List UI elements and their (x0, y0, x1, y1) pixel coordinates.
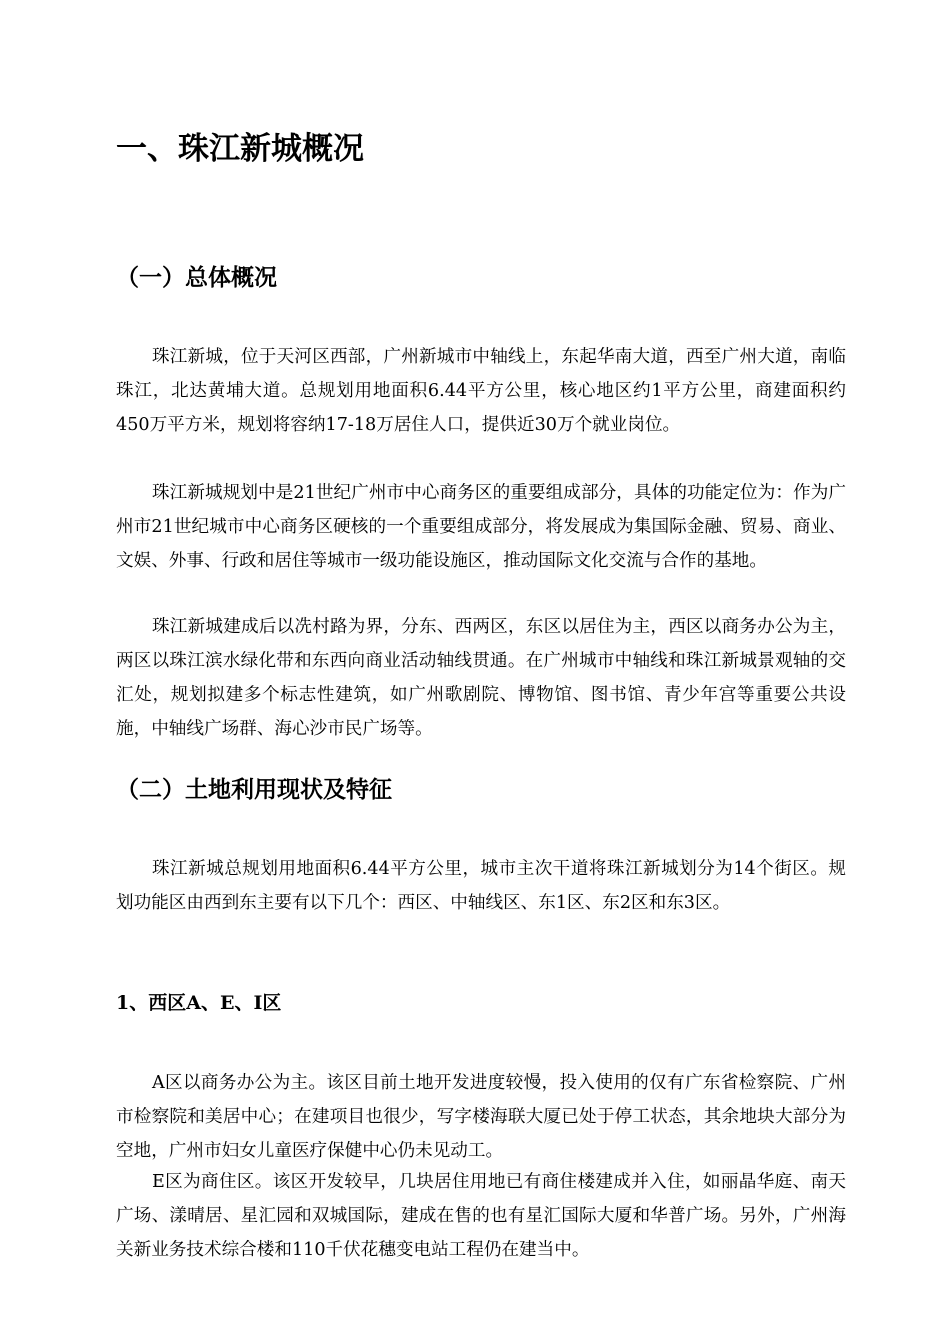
document-title: 一、珠江新城概况 (116, 131, 364, 167)
paragraph: 珠江新城，位于天河区西部，广州新城市中轴线上，东起华南大道，西至广州大道，南临珠江，北达黄埔大道。总规划用地面积6.44平方公里，核心地区约1平方公里，商建面积约450万平方米，规划将容纳17-18万居住人口，提供近30万个就业岗位。 (116, 347, 846, 435)
paragraph: A区以商务办公为主。该区目前土地开发进度较慢，投入使用的仅有广东省检察院、广州市检察院和美居中心；在建项目也很少，写字楼海联大厦已处于停工状态，其余地块大部分为空地，广州市妇女儿童医疗保健中心仍未见动工。 (116, 1073, 846, 1161)
paragraph: 珠江新城总规划用地面积6.44平方公里，城市主次干道将珠江新城划分为14个街区。规划功能区由西到东主要有以下几个：西区、中轴线区、东1区、东2区和东3区。 (116, 859, 846, 913)
section-heading-land-use: （二）土地利用现状及特征 (116, 777, 392, 803)
section-heading-overview: （一）总体概况 (116, 265, 277, 291)
paragraph: E区为商住区。该区开发较早，几块居住用地已有商住楼建成并入住，如丽晶华庭、南天广场、漾晴居、星汇园和双城国际，建成在售的也有星汇国际大厦和华普广场。另外，广州海关新业务技术综合楼和110千伏花穗变电站工程仍在建当中。 (116, 1172, 846, 1260)
subsection-heading-west-district: 1、西区A、E、I区 (116, 992, 282, 1014)
paragraph: 珠江新城规划中是21世纪广州市中心商务区的重要组成部分，具体的功能定位为：作为广州市21世纪城市中心商务区硬核的一个重要组成部分，将发展成为集国际金融、贸易、商业、文娱、外事、行政和居住等城市一级功能设施区，推动国际文化交流与合作的基地。 (116, 483, 846, 571)
paragraph: 珠江新城建成后以冼村路为界，分东、西两区，东区以居住为主，西区以商务办公为主，两区以珠江滨水绿化带和东西向商业活动轴线贯通。在广州城市中轴线和珠江新城景观轴的交汇处，规划拟建多个标志性建筑，如广州歌剧院、博物馆、图书馆、青少年宫等重要公共设施，中轴线广场群、海心沙市民广场等。 (116, 617, 846, 739)
